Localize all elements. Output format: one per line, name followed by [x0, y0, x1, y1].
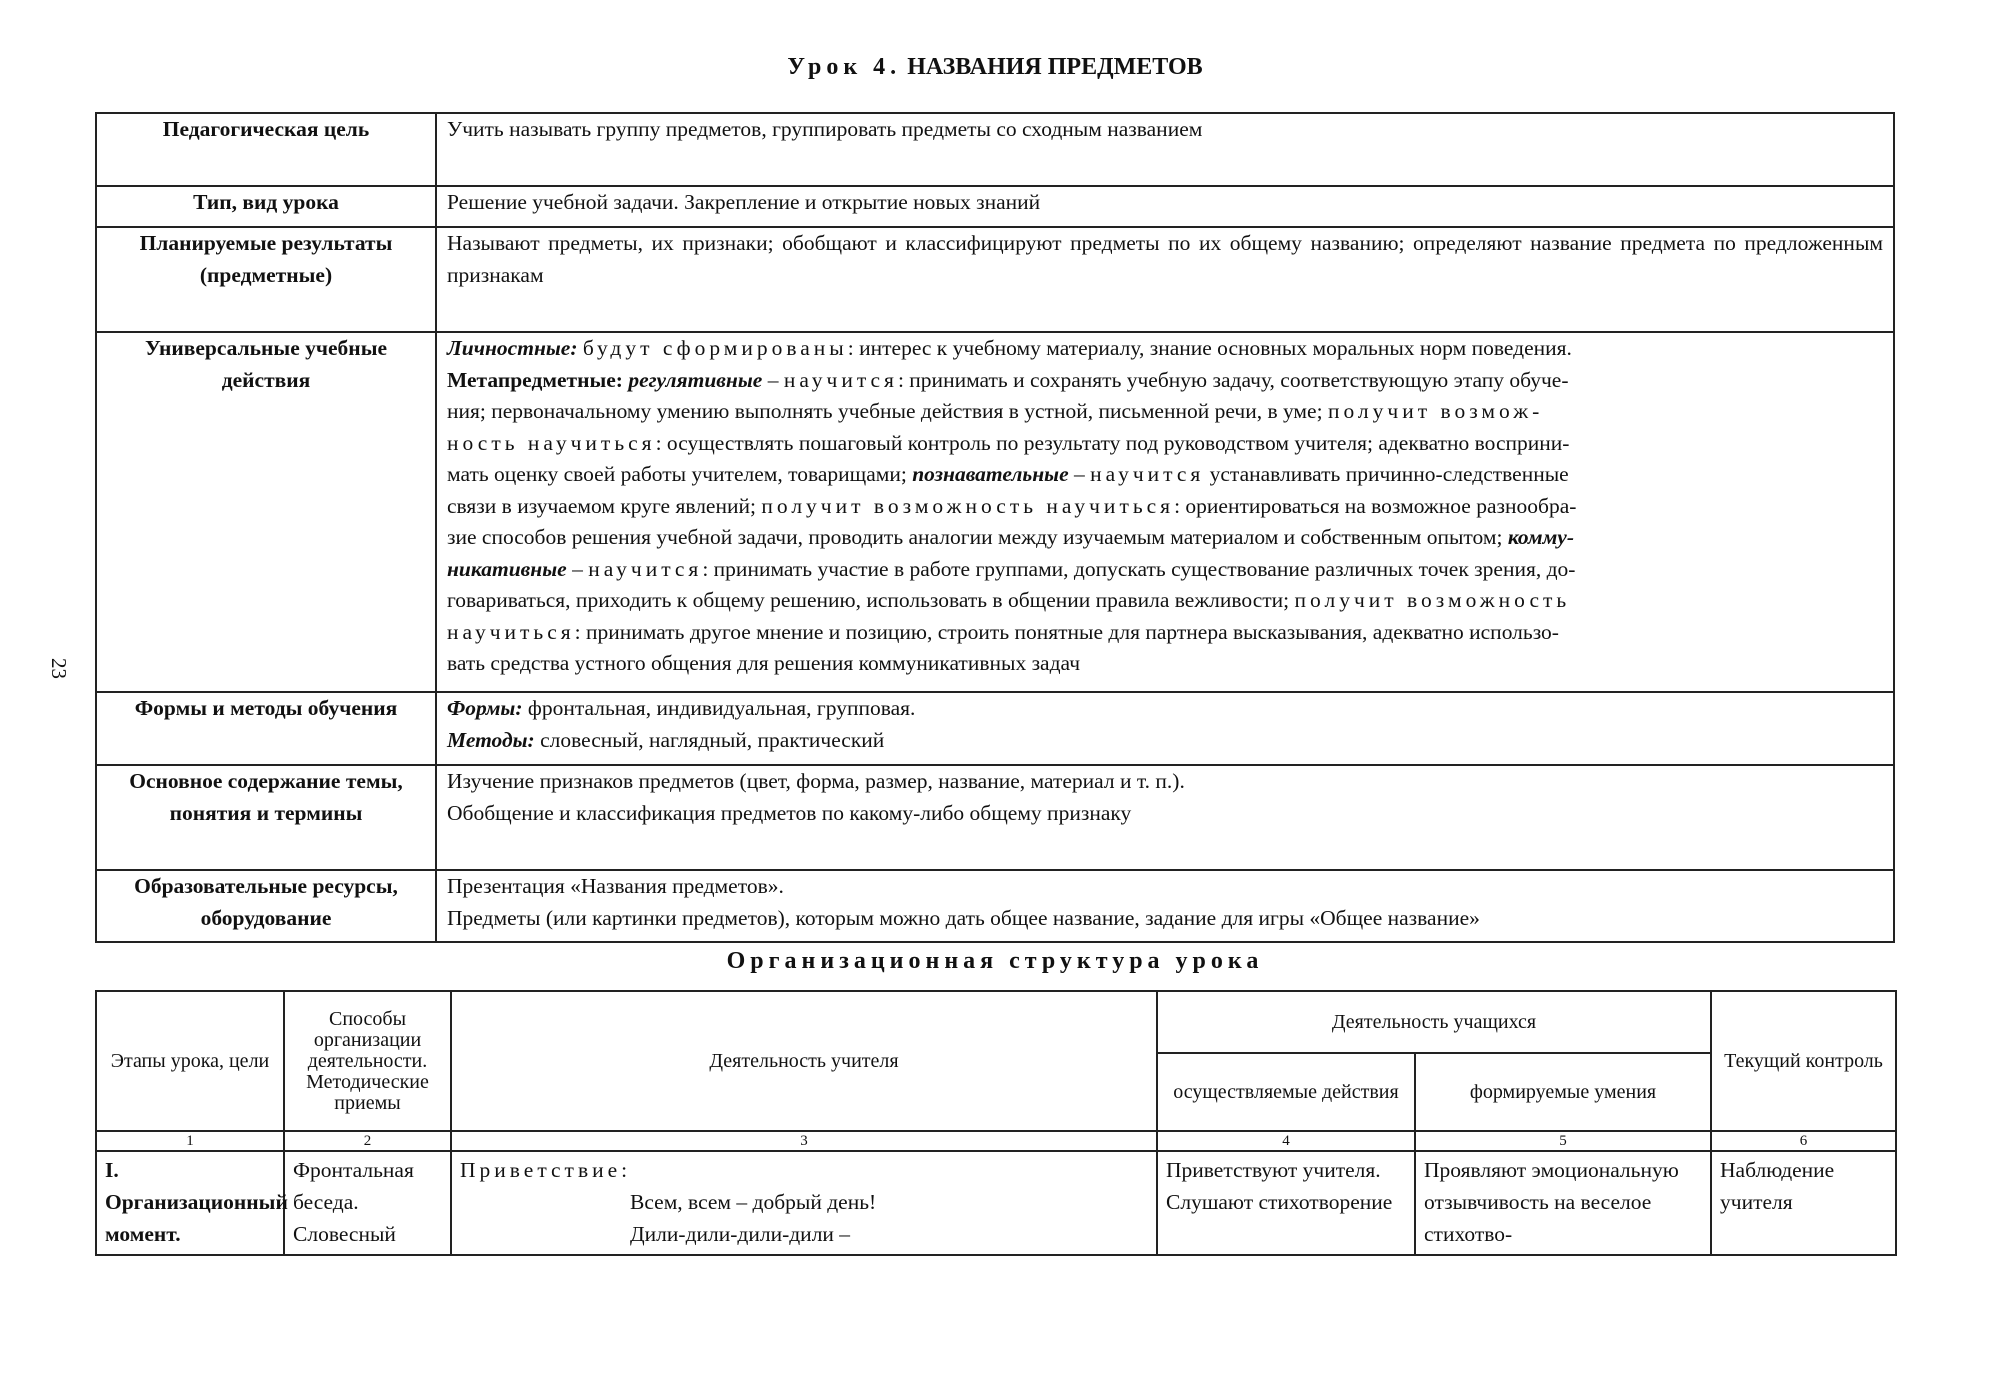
content-line-1: Изучение признаков предметов (цвет, форма, размер, название, материал и т. п.).	[447, 769, 1185, 793]
header-methods: Способы организации деятельности. Методические приемы	[284, 991, 451, 1131]
planned-results-row	[96, 227, 1894, 332]
column-number: 3	[451, 1131, 1157, 1151]
content-label: Основное содержание темы, понятия и термины	[96, 765, 436, 870]
header-teacher: Деятельность учителя	[451, 991, 1157, 1131]
header-stages: Этапы урока, цели	[96, 991, 284, 1131]
uud-row	[96, 332, 1894, 692]
content-text	[436, 765, 1894, 870]
header-control: Текущий контроль	[1711, 991, 1896, 1131]
content-line-2: Обобщение и классификация предметов по какому-либо общему признаку	[447, 800, 1132, 825]
uud-text	[436, 332, 1894, 692]
uud-line: Метапредметные: регулятивные – научится: принимать и сохранять учебную задачу, соответствующую этапу обуче-	[447, 367, 1569, 392]
header-students: Деятельность учащихся	[1157, 991, 1711, 1053]
uud-line: никативные – научится: принимать участие в работе группами, допускать существование различных точек зрения, до-	[447, 556, 1576, 581]
forms-methods-row	[96, 692, 1894, 765]
control-cell: Наблюдение учителя	[1711, 1151, 1896, 1255]
uud-line: говариваться, приходить к общему решению, использовать в общении правила вежливости; получит возможность	[447, 588, 1571, 612]
methods-line	[447, 725, 1883, 757]
goal-text: Учить называть группу предметов, группировать предметы со сходным названием	[436, 113, 1894, 186]
lesson-title-main: НАЗВАНИЯ ПРЕДМЕТОВ	[907, 54, 1203, 80]
lesson-type-row	[96, 186, 1894, 227]
forms-label: Формы:	[447, 696, 523, 720]
teacher-lead: Приветствие:	[460, 1158, 632, 1182]
teacher-cell	[451, 1151, 1157, 1255]
methods-text: словесный, наглядный, практический	[540, 727, 885, 752]
stage-cell: I. Организационный момент.	[96, 1151, 284, 1255]
forms-methods-text	[436, 692, 1894, 765]
lesson-type-label: Тип, вид урока	[96, 186, 436, 227]
column-number: 2	[284, 1131, 451, 1151]
column-number: 5	[1415, 1131, 1711, 1151]
lesson-title-lead: Урок 4.	[787, 54, 902, 80]
skills-cell: Проявляют эмоциональную отзывчивость на веселое стихотво-	[1415, 1151, 1711, 1255]
page-number: 23	[47, 658, 71, 679]
uud-line: ность научиться: осуществлять пошаговый контроль по результату под руководством учителя; адекватно восприни-	[447, 430, 1570, 455]
resources-line-1: Презентация «Названия предметов».	[447, 874, 784, 898]
resources-label: Образовательные ресурсы, оборудование	[96, 870, 436, 942]
lesson-structure-table	[95, 990, 1897, 1256]
uud-line: ния; первоначальному умению выполнять учебные действия в устной, письменной речи, в уме; получит возмож-	[447, 399, 1544, 423]
methods-cell: Фронтальная беседа. Словесный	[284, 1151, 451, 1255]
lesson-title	[95, 54, 1895, 81]
uud-line: Личностные: будут сформированы: интерес к учебному материалу, знание основных моральных норм поведения.	[447, 336, 1572, 360]
goal-row	[96, 113, 1894, 186]
teacher-verse-line: Всем, всем – добрый день!	[630, 1190, 877, 1214]
structure-title: Организационная структура урока	[726, 948, 1264, 974]
methods-label: Методы:	[447, 727, 535, 752]
planned-results-label: Планируемые результаты (предметные)	[96, 227, 436, 332]
header-actions: осуществляемые действия	[1157, 1053, 1415, 1131]
header-skills: формируемые умения	[1415, 1053, 1711, 1131]
structure-header-row-1	[96, 991, 1896, 1053]
uud-line: научиться: принимать другое мнение и позицию, строить понятные для партнера высказывания, адекватно использо-	[447, 619, 1559, 644]
actions-cell: Приветствуют учителя. Слушают стихотворение	[1157, 1151, 1415, 1255]
lesson-type-text: Решение учебной задачи. Закрепление и открытие новых знаний	[436, 186, 1894, 227]
uud-label: Универсальные учебные действия	[96, 332, 436, 692]
goal-label: Педагогическая цель	[96, 113, 436, 186]
forms-text: фронтальная, индивидуальная, групповая.	[527, 696, 916, 720]
table-row	[96, 1151, 1896, 1255]
uud-line: мать оценку своей работы учителем, товарищами; познавательные – научится устанавливать причинно-следственные	[447, 462, 1569, 486]
column-number-row	[96, 1131, 1896, 1151]
uud-line: связи в изучаемом круге явлений; получит возможность научиться: ориентироваться на возможное разнообра-	[447, 493, 1577, 518]
resources-line-2: Предметы (или картинки предметов), которым можно дать общее название, задание для игры «Общее название»	[447, 905, 1480, 930]
forms-methods-label: Формы и методы обучения	[96, 692, 436, 765]
content-row	[96, 765, 1894, 870]
planned-results-text: Называют предметы, их признаки; обобщают и классифицируют предметы по их общему названию; определяют название предмета по предложенным признакам	[436, 227, 1894, 332]
column-number: 4	[1157, 1131, 1415, 1151]
column-number: 6	[1711, 1131, 1896, 1151]
teacher-verse-line: Дили-дили-дили-дили –	[630, 1222, 851, 1246]
resources-text	[436, 870, 1894, 942]
lesson-summary-table	[95, 112, 1895, 943]
resources-row	[96, 870, 1894, 942]
uud-line: зие способов решения учебной задачи, проводить аналогии между изучаемым материалом и собственным опытом; комму-	[447, 525, 1575, 549]
forms-line	[447, 693, 1883, 725]
uud-line: вать средства устного общения для решения коммуникативных задач	[447, 651, 1081, 675]
column-number: 1	[96, 1131, 284, 1151]
